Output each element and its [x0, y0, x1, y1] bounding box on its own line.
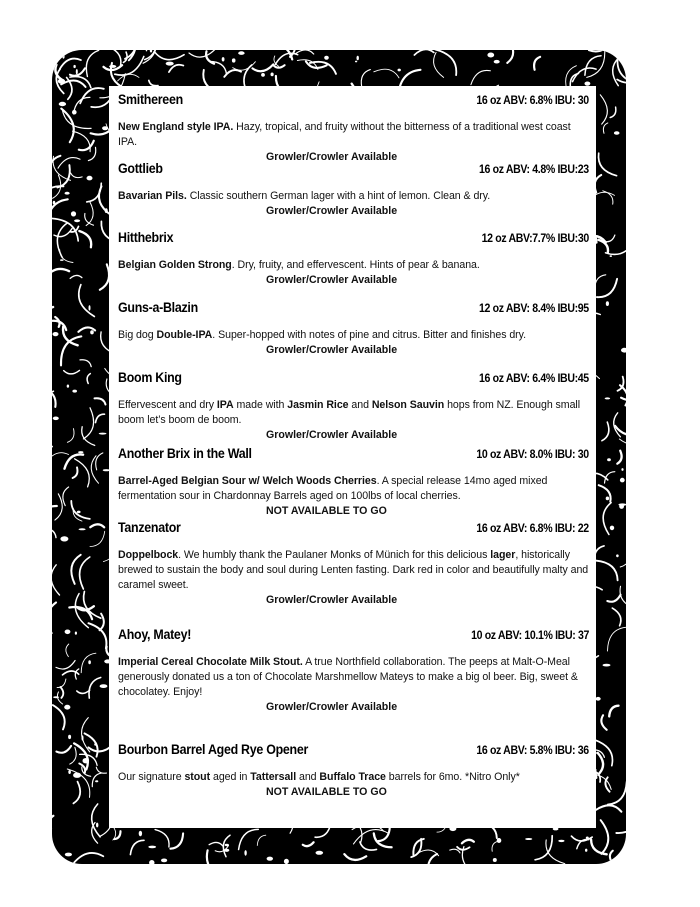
branch-stroke [170, 833, 183, 848]
leaf-spot [58, 79, 65, 84]
branch-stroke [534, 57, 540, 70]
branch-stroke [612, 608, 621, 626]
leaf-spot [149, 860, 154, 864]
leaf-spot [494, 60, 500, 64]
leaf-spot [73, 773, 81, 778]
branch-stroke [303, 842, 314, 846]
branch-stroke [607, 595, 620, 602]
leaf-spot [497, 838, 502, 843]
branch-stroke [462, 840, 474, 844]
description-text: Classic southern German lager with a hint of lemon. Clean & dry. [186, 190, 491, 202]
description-text: made with [233, 399, 288, 411]
beer-name: Hitthebrix [118, 230, 174, 245]
description-text: , historically brewed to sustain the body and soul during Lenten fasting. Dark red in color and beautifully malty and caramel sweet. [118, 549, 589, 591]
description-text: . Dry, fruity, and effervescent. Hints of pear & banana. [231, 259, 480, 271]
leaf-spot [90, 330, 94, 334]
availability-note: Growler/Crowler Available [266, 151, 398, 163]
branch-stroke [253, 64, 274, 71]
leaf-spot [487, 53, 494, 58]
branch-stroke [66, 644, 69, 657]
branch-stroke [56, 661, 75, 670]
branch-stroke [90, 531, 105, 546]
branch-stroke [360, 842, 377, 850]
leaf-spot [357, 56, 359, 61]
leaf-spot [100, 684, 108, 688]
branch-stroke [617, 451, 621, 464]
branch-stroke [603, 503, 611, 535]
branch-stroke [344, 854, 366, 860]
leaf-spot [355, 61, 357, 63]
leaf-spot [87, 176, 93, 181]
leaf-spot [621, 468, 623, 471]
branch-stroke [535, 836, 552, 860]
leaf-spot [105, 208, 108, 213]
availability-note: Growler/Crowler Available [266, 429, 398, 441]
leaf-spot [78, 451, 83, 453]
branch-stroke [54, 229, 72, 237]
branch-stroke [53, 156, 70, 180]
branch-stroke [92, 804, 100, 837]
branch-stroke [57, 679, 66, 688]
leaf-spot [65, 192, 70, 195]
menu-item [118, 520, 589, 608]
branch-stroke [595, 275, 606, 290]
description-text: A true Northfield collaboration. The peeps at Malt-O-Meal generously donated us a ton of Chocolate Marshmellow Mateys to make a big ol beer. Big, sweet & chocolatey. Enjoy! [118, 656, 578, 698]
branch-stroke [361, 70, 370, 87]
leaf-spot [109, 65, 116, 68]
leaf-spot [89, 305, 91, 310]
branch-stroke [275, 53, 297, 64]
branch-stroke [52, 565, 60, 595]
leaf-spot [224, 849, 229, 852]
leaf-spot [60, 259, 64, 261]
beer-specs: 10 oz ABV: 10.1% IBU: 37 [471, 628, 589, 642]
leaf-spot [324, 56, 329, 60]
branch-stroke [614, 413, 621, 437]
availability-note: Growler/Crowler Available [266, 344, 398, 356]
menu-item [118, 627, 589, 715]
leaf-spot [610, 255, 613, 257]
branch-stroke [605, 235, 615, 242]
menu-item [118, 742, 589, 800]
leaf-spot [72, 390, 77, 393]
branch-stroke [80, 557, 90, 589]
branch-stroke [73, 467, 78, 478]
branch-stroke [79, 141, 94, 151]
branch-stroke [608, 782, 626, 805]
branch-stroke [100, 264, 109, 289]
beer-name: Boom King [118, 370, 182, 385]
branch-stroke [56, 746, 71, 753]
branch-stroke [610, 107, 616, 117]
menu-item [118, 446, 589, 519]
branch-stroke [82, 427, 95, 446]
branch-stroke [603, 123, 607, 133]
branch-stroke [585, 56, 601, 75]
description-text: hops from NZ. Enough small boom let’s boom de boom. [118, 399, 581, 426]
branch-stroke [96, 453, 103, 470]
availability-note: Growler/Crowler Available [266, 274, 398, 286]
branch-stroke [70, 275, 82, 278]
leaf-spot [94, 743, 96, 746]
beer-description [118, 120, 589, 150]
branch-stroke [209, 842, 223, 846]
leaf-spot [606, 301, 609, 306]
branch-stroke [52, 453, 69, 463]
leaf-spot [606, 497, 609, 501]
branch-stroke [354, 830, 388, 844]
branch-stroke [79, 231, 91, 247]
beer-name: Ahoy, Matey! [118, 627, 192, 642]
availability-note: Growler/Crowler Available [266, 701, 398, 713]
description-emphasis: Jasmin Rice [287, 399, 349, 411]
branch-stroke [598, 153, 616, 176]
leaf-spot [284, 859, 289, 864]
branch-stroke [620, 548, 626, 567]
description-emphasis: Bavarian Pils. [118, 190, 187, 202]
leaf-spot [59, 102, 66, 106]
leaf-spot [88, 660, 91, 664]
branch-stroke [450, 849, 460, 853]
branch-stroke [598, 753, 603, 773]
beer-name: Gottlieb [118, 161, 163, 176]
availability-note: NOT AVAILABLE TO GO [266, 786, 387, 798]
branch-stroke [83, 408, 93, 439]
branch-stroke [239, 829, 259, 849]
leaf-spot [271, 73, 274, 77]
menu-item [118, 300, 589, 358]
branch-stroke [52, 528, 56, 537]
branch-stroke [600, 95, 607, 124]
leaf-spot [102, 126, 108, 130]
branch-stroke [587, 50, 605, 77]
branch-stroke [108, 50, 121, 67]
branch-stroke [72, 853, 103, 864]
leaf-spot [73, 65, 75, 68]
leaf-spot [621, 348, 626, 353]
branch-stroke [96, 767, 106, 773]
description-text: Effervescent and dry [118, 399, 217, 411]
branch-stroke [60, 687, 63, 698]
description-text: . A special release 14mo aged mixed fermentation sour in Chardonnay Barrels aged on 100lbs of local cherries. [118, 475, 548, 502]
branch-stroke [149, 80, 158, 85]
beer-description [118, 258, 589, 273]
leaf-spot [68, 770, 71, 774]
beer-description [118, 328, 589, 343]
leaf-spot [148, 846, 156, 849]
branch-stroke [274, 65, 285, 68]
branch-stroke [435, 50, 456, 75]
leaf-spot [316, 851, 324, 855]
leaf-spot [267, 857, 273, 861]
branch-stroke [596, 805, 621, 811]
branch-stroke [507, 50, 513, 63]
leaf-spot [225, 844, 229, 846]
leaf-spot [232, 58, 236, 62]
beer-description [118, 474, 589, 504]
beer-description [118, 548, 589, 593]
leaf-spot [620, 478, 625, 483]
branch-stroke [257, 835, 266, 845]
leaf-spot [610, 526, 614, 531]
leaf-spot [261, 73, 265, 77]
availability-note: NOT AVAILABLE TO GO [266, 505, 387, 517]
description-text: Our signature [118, 771, 185, 783]
leaf-spot [603, 664, 611, 667]
description-emphasis: stout [184, 771, 211, 783]
leaf-spot [244, 850, 246, 856]
branch-stroke [91, 456, 98, 483]
description-text: barrels for 6mo. *Nitro Only* [385, 771, 520, 783]
branch-stroke [155, 830, 169, 847]
branch-stroke [609, 706, 618, 717]
beer-name: Guns-a-Blazin [118, 300, 198, 315]
description-text: and [296, 771, 320, 783]
description-emphasis: Nelson Sauvin [371, 399, 445, 411]
branch-stroke [608, 627, 626, 651]
beer-name: Bourbon Barrel Aged Rye Opener [118, 742, 309, 757]
leaf-spot [65, 853, 72, 857]
description-emphasis: IPA [216, 399, 234, 411]
branch-stroke [53, 705, 65, 729]
description-emphasis: Barrel-Aged Belgian Sour w/ Welch Woods Cherries [118, 475, 377, 487]
beer-specs: 10 oz ABV: 8.0% IBU: 30 [476, 447, 589, 461]
branch-stroke [64, 370, 80, 374]
branch-stroke [52, 269, 69, 281]
branch-stroke [52, 506, 57, 529]
branch-stroke [570, 74, 578, 87]
branch-stroke [138, 50, 147, 51]
branch-stroke [224, 70, 241, 77]
leaf-spot [166, 62, 174, 66]
leaf-spot [79, 528, 86, 530]
branch-stroke [73, 782, 80, 804]
branch-stroke [90, 524, 104, 527]
leaf-spot [398, 69, 401, 72]
menu-item [118, 230, 589, 288]
availability-note: Growler/Crowler Available [266, 205, 398, 217]
leaf-spot [53, 332, 59, 336]
description-emphasis: Double-IPA [156, 329, 213, 341]
description-text: . Super-hopped with notes of pine and citrus. Bitter and finishes dry. [212, 329, 527, 341]
branch-stroke [60, 59, 81, 69]
description-text: Hazy, tropical, and fruity without the bitterness of a traditional west coast IPA. [118, 121, 571, 148]
branch-stroke [52, 603, 56, 634]
beer-description [118, 770, 589, 785]
menu-item [118, 161, 589, 219]
beer-specs: 12 oz ABV:7.7% IBU:30 [481, 231, 589, 245]
description-text: aged in [210, 771, 251, 783]
leaf-spot [558, 840, 564, 842]
leaf-spot [525, 838, 532, 840]
beer-description [118, 189, 589, 204]
leaf-spot [53, 201, 56, 205]
leaf-spot [76, 69, 78, 74]
beer-specs: 16 oz ABV: 6.8% IBU: 30 [476, 93, 589, 107]
beer-specs: 16 oz ABV: 4.8% IBU:23 [479, 162, 589, 176]
menu-item [118, 370, 589, 443]
branch-stroke [80, 88, 104, 103]
leaf-spot [99, 433, 107, 435]
beer-specs: 16 oz ABV: 6.4% IBU:45 [479, 371, 589, 385]
leaf-spot [616, 554, 619, 557]
branch-stroke [602, 422, 609, 441]
branch-stroke [57, 223, 67, 258]
leaf-spot [60, 536, 68, 541]
leaf-spot [53, 417, 59, 421]
leaf-spot [585, 849, 587, 852]
branch-stroke [265, 50, 292, 59]
leaf-spot [82, 735, 84, 740]
branch-stroke [620, 586, 626, 609]
leaf-spot [605, 397, 611, 399]
beer-specs: 12 oz ABV: 8.4% IBU:95 [479, 301, 589, 315]
branch-stroke [610, 851, 613, 863]
branch-stroke [84, 592, 101, 619]
branch-stroke [597, 279, 617, 297]
branch-stroke [52, 816, 53, 829]
leaf-spot [139, 831, 142, 837]
description-emphasis: New England style IPA. [118, 121, 234, 133]
branch-stroke [428, 854, 437, 864]
leaf-spot [62, 54, 64, 58]
branch-stroke [601, 715, 606, 730]
availability-note: Growler/Crowler Available [266, 594, 398, 606]
leaf-spot [493, 858, 497, 862]
branch-stroke [89, 678, 101, 699]
leaf-spot [83, 758, 90, 763]
branch-stroke [591, 840, 607, 855]
leaf-spot [75, 632, 77, 635]
branch-stroke [87, 374, 90, 384]
leaf-spot [238, 51, 244, 55]
leaf-spot [72, 110, 77, 115]
leaf-spot [74, 219, 80, 222]
branch-stroke [52, 387, 56, 407]
branch-stroke [92, 773, 101, 787]
leaf-spot [77, 511, 81, 514]
branch-stroke [88, 147, 95, 160]
description-text: . We humbly thank the Paulaner Monks of Münich for this delicious [178, 549, 491, 561]
description-emphasis: Tattersall [250, 771, 297, 783]
branch-stroke [601, 820, 609, 854]
branch-stroke [492, 841, 497, 851]
description-emphasis: Imperial Cereal Chocolate Milk Stout. [118, 656, 303, 668]
leaf-spot [586, 837, 589, 840]
beer-name: Tanzenator [118, 520, 181, 535]
leaf-spot [222, 57, 225, 61]
beer-description [118, 398, 589, 428]
branch-stroke [471, 70, 491, 84]
beer-description [118, 655, 589, 700]
branch-stroke [52, 218, 78, 241]
branch-stroke [79, 285, 95, 317]
description-emphasis: Buffalo Trace [319, 771, 386, 783]
branch-stroke [296, 50, 314, 54]
branch-stroke [71, 173, 83, 178]
branch-stroke [61, 336, 81, 365]
branch-stroke [169, 65, 184, 72]
branch-stroke [100, 614, 104, 631]
leaf-spot [161, 859, 167, 863]
leaf-spot [68, 735, 71, 739]
description-text: Big dog [118, 329, 157, 341]
beer-name: Smithereen [118, 92, 183, 107]
menu-item [118, 92, 589, 165]
branch-stroke [67, 429, 74, 443]
description-emphasis: Belgian Golden Strong [118, 259, 232, 271]
branch-stroke [155, 52, 184, 60]
branch-stroke [71, 501, 90, 519]
beer-specs: 16 oz ABV: 5.8% IBU: 36 [476, 743, 589, 757]
description-text: and [348, 399, 372, 411]
branch-stroke [378, 827, 390, 841]
branch-stroke [414, 50, 433, 55]
branch-stroke [95, 398, 106, 404]
branch-stroke [589, 50, 613, 51]
branch-stroke [80, 360, 91, 367]
beer-name: Another Brix in the Wall [118, 446, 252, 461]
leaf-spot [53, 696, 59, 698]
branch-stroke [596, 561, 618, 581]
branch-stroke [615, 426, 626, 435]
branch-stroke [96, 414, 105, 422]
branch-stroke [374, 69, 399, 78]
leaf-spot [607, 458, 611, 461]
leaf-spot [95, 780, 98, 782]
branch-stroke [70, 747, 76, 764]
branch-stroke [434, 52, 444, 77]
branch-stroke [63, 487, 69, 506]
leaf-spot [150, 50, 152, 53]
beer-specs: 16 oz ABV: 6.8% IBU: 22 [476, 521, 589, 535]
branch-stroke [65, 454, 84, 468]
leaf-spot [596, 697, 601, 701]
description-emphasis: lager [490, 549, 516, 561]
branch-stroke [77, 690, 90, 693]
description-emphasis: Doppelbock [118, 549, 179, 561]
leaf-spot [64, 705, 70, 710]
leaf-spot [71, 211, 76, 216]
branch-stroke [130, 840, 144, 854]
leaf-spot [67, 385, 69, 388]
leaf-spot [65, 630, 71, 635]
leaf-spot [96, 823, 98, 828]
branch-stroke [189, 50, 215, 57]
leaf-spot [614, 131, 620, 135]
branch-stroke [89, 623, 107, 648]
branch-stroke [86, 50, 98, 76]
